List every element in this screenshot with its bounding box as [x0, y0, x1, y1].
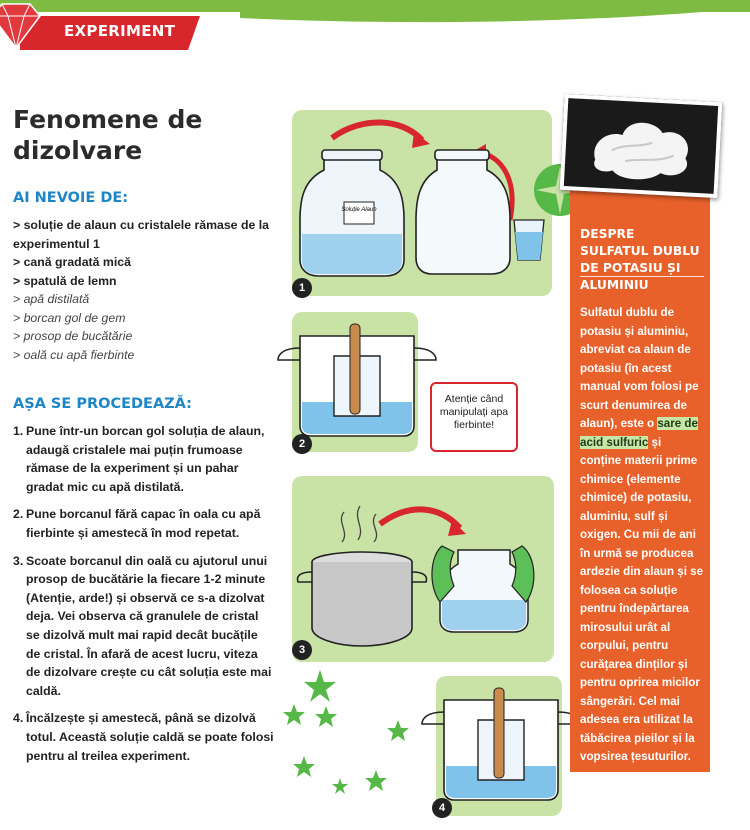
hot-water-warning-note: Atenție când manipulați apa fierbinte! — [430, 382, 518, 452]
procedure-step — [13, 552, 275, 701]
pot-and-jar-illustration — [292, 476, 554, 662]
experiment-badge-label: EXPERIMENT — [64, 22, 176, 40]
alum-crystal-photo — [560, 94, 723, 198]
needs-item: > spatulă de lemn — [13, 273, 117, 288]
step-text: Încălzește și amestecă, până se dizolvă totul. Această soluție caldă se poate folosi pentru al treilea experiment. — [26, 711, 274, 763]
sidebar-highlight: sare de acid sulfuric — [580, 417, 698, 449]
step-number: 1. — [13, 424, 24, 438]
step-marker-4: 4 — [432, 798, 452, 818]
step-number: 3. — [13, 553, 24, 568]
step-text: Scoate borcanul din oală cu ajutorul unui prosop de bucătărie la fiecare 1-2 minute (Atenție, arde!) și observă ce s-a dizolvat deja. Vei observa că granulele de cristal se dizolvă mult mai rapid decât bucățile de cristal. În afară de acest lucru, viteza de dizolvare crește cu cât soluția este mai caldă. — [26, 553, 272, 698]
procedure-heading: AȘA SE PROCEDEAZĂ: — [13, 396, 192, 412]
sidebar-divider — [580, 276, 704, 277]
sidebar-text — [580, 304, 704, 767]
procedure-steps — [13, 422, 275, 774]
needs-item: > borcan gol de gem — [13, 310, 126, 325]
procedure-step — [13, 505, 275, 542]
step-text: Pune borcanul fără capac în oala cu apă fierbinte și amestecă în mod repetat. — [26, 507, 261, 540]
jar-label: Soluție Alaun — [341, 207, 377, 213]
sidebar-text-part: și conține materii prime chimice (elemente chimice) de potasiu, aluminiu, sulf și oxigen. Cu mii de ani în urmă se producea ardezie din alaun și se folosea ca soluție pentru îndepărtarea mirosului urât al corpului, pentru curățarea dinților și pentru oprirea micilor sângerări. Cel mai adesea era utilizat la tăbăcirea pieilor și la vopsirea țesuturilor. — [580, 435, 704, 763]
needs-list — [13, 216, 278, 364]
procedure-step — [13, 709, 275, 765]
pot-with-jar-illustration — [272, 318, 442, 438]
jars-illustration — [292, 110, 552, 296]
needs-item: > apă distilată — [13, 292, 90, 306]
step-text: Pune într-un borcan gol soluția de alaun, adaugă cristalele mai puțin frumoase rămase de la experiment și un pahar gradat mic cu apă distilată. — [26, 424, 265, 494]
page-title: Fenomene de dizolvare — [13, 105, 203, 165]
sidebar-title: DESPRE SULFATUL DUBLU DE POTASIU ȘI ALUMINIU — [580, 227, 700, 292]
needs-item: > cană gradată mică — [13, 255, 131, 269]
step-marker-3: 3 — [292, 640, 312, 660]
step-number: 2. — [13, 507, 24, 522]
step-number: 4. — [13, 711, 24, 726]
needs-item: > oală cu apă fierbinte — [13, 347, 135, 362]
step-marker-1: 1 — [292, 278, 312, 298]
procedure-step — [13, 422, 275, 496]
needs-heading: AI NEVOIE DE: — [13, 190, 129, 206]
step-marker-2: 2 — [292, 434, 312, 454]
needs-item: > prosop de bucătărie — [13, 329, 133, 343]
needs-item: > soluție de alaun cu cristalele rămase de la experimentul 1 — [13, 218, 269, 251]
sidebar-text-part: Sulfatul dublu de potasiu și aluminiu, abreviat ca alaun de potasiu (în acest manual vom folosi pe scurt denumirea de alaun), este o — [580, 306, 699, 430]
decorative-stars — [280, 660, 420, 810]
pot-with-jar-illustration-2 — [416, 682, 586, 802]
